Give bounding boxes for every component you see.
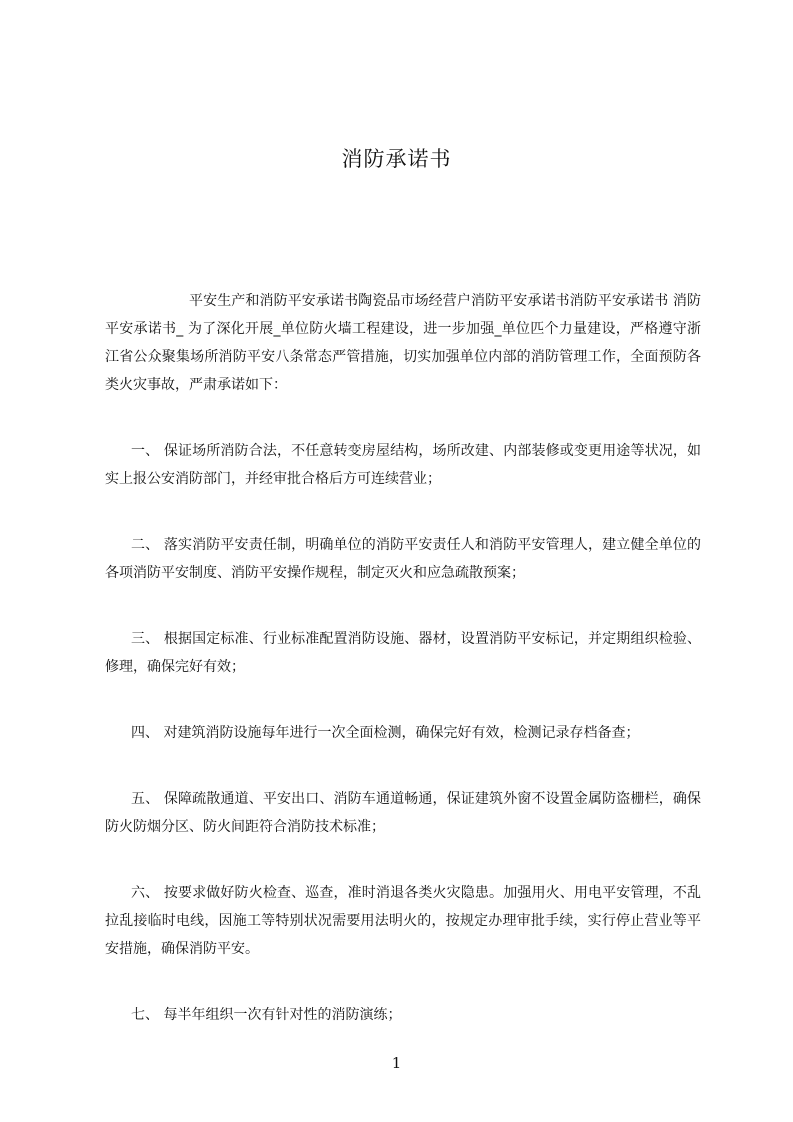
commitment-item-4: 四、 对建筑消防设施每年进行一次全面检测，确保完好有效，检测记录存档备查； (131, 725, 640, 741)
commitment-item-6: 六、 按要求做好防火检查、巡查，准时消退各类火灾隐患。加强用火、用电平安管理，不乱拉乱接临时电线，因施工等特别状况需要用法明火的，按规定办理审批手续，实行停止营业等平安措施，确保消防平安。 (105, 885, 701, 957)
intro-paragraph: 平安生产和消防平安承诺书陶瓷品市场经营户消防平安承诺书消防平安承诺书 消防平安承诺书_ 为了深化开展_单位防火墙工程建设，进一步加强_单位匹个力量建设，严格遵守浙江省公众聚集场所消防平安八条常态严管措施，切实加强单位内部的消防管理工作，全面预防各类火灾事故，严肃承诺如下： (105, 293, 701, 393)
commitment-item-1: 一、 保证场所消防合法，不任意转变房屋结构，场所改建、内部装修或变更用途等状况，如实上报公安消防部门，并经审批合格后方可连续营业； (105, 443, 701, 487)
document-body (105, 287, 701, 1029)
commitment-item-5: 五、 保障疏散通道、平安出口、消防车通道畅通，保证建筑外窗不设置金属防盗栅栏，确保防火防烟分区、防火间距符合消防技术标准； (105, 791, 701, 835)
commitment-item-7: 七、 每半年组织一次有针对性的消防演练； (131, 1007, 402, 1023)
commitment-item-3: 三、 根据国定标准、行业标准配置消防设施、器材，设置消防平安标记，并定期组织检验、修理，确保完好有效； (105, 631, 701, 675)
document-title: 消防承诺书 (341, 147, 452, 171)
page-number: 1 (391, 1054, 402, 1072)
commitment-item-2: 二、 落实消防平安责任制，明确单位的消防平安责任人和消防平安管理人，建立健全单位的各项消防平安制度、消防平安操作规程，制定灭火和应急疏散预案； (105, 537, 701, 581)
